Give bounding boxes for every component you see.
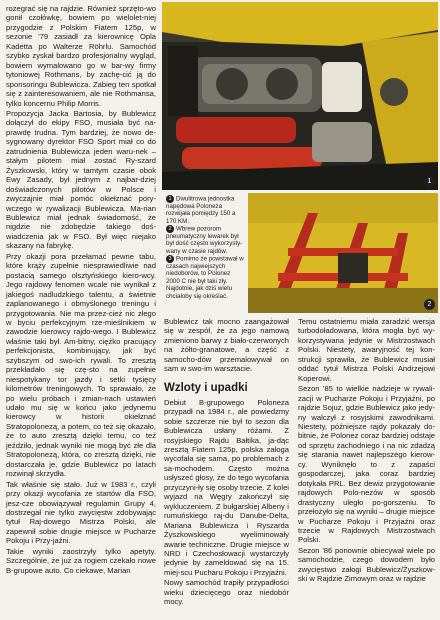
photo-captions <box>162 193 245 313</box>
paragraph: Takie wyniki zaostrzyły tylko apetyty. Szczególnie, że już za rogiem czekało nowe B-grupowe auto. Co ciekawe, Marian <box>6 546 156 575</box>
caption-text: Wbrew pozorom pneumatyczny lewarek był był dość często wykorzysty-wany w czasie rajdów. <box>166 225 243 255</box>
section-heading: Wzloty i upadki <box>164 381 248 394</box>
engine-bay-illustration <box>162 2 438 190</box>
paragraph: Bublewicz tak mocno zaangażował się w zespół, że za jego namową zmieniono barwy z biało-czerwonych na żółto-granatowe, a część z samocho-dów przemalowywał on sam w swo-im warsztacie. <box>164 317 289 374</box>
paragraph: rozegrać się na rajdzie. Również sprzęto-wo gonił czołówkę, bowiem po wielolet-niej przygodzie z Polskim Fiatem 125p, w sezonie '79 zasiadł za kierownicę Opla Kadetta po Walterze Röhrlu. Samochód szybko zyskał bardzo profesjonalny wygląd, bowiem wymalowano go w bar-wy firmy tytoniowej Rothmans, by zachę-cić ją do sponsoringu Bublewicza. Zabieg ten spotkał się z zainteresowaniem, ale nie Rothmansa, tylko koncernu Philip Morris. <box>6 4 156 108</box>
roll-cage-illustration <box>248 193 438 313</box>
article-middle-column <box>164 317 289 607</box>
photo-number-badge: 1 <box>424 176 435 187</box>
article-left-column <box>6 4 156 575</box>
caption-text: Dwulitrowa jednostka napędowa Poloneza rozwijała pomiędzy 150 a 170 KM. <box>166 195 236 225</box>
photo-number-badge: 2 <box>424 299 435 310</box>
caption-3 <box>166 255 244 300</box>
caption-2 <box>166 225 244 255</box>
engine-bay-photo <box>162 2 438 190</box>
paragraph: Sezon '85 to wielkie nadzieje w rywali-zacji w Pucharze Pokoju i Przyjaźni, po rajdzie Sojuz, gdzie Bublewicz jako jedy-ny walczył z rosyjskimi zawodnikami. Niestety, późniejsze rajdy pokazały do-bitnie, że Polonez coraz bardziej odstaje od sprzętu zachodniego i na nic zdadzą się starania nawet najlepszego kierow-cy. Wyniknęło to z zapaści gospodarczej, jaka coraz bardziej dotykała PRL. Bez dewiz przygotowanie rajdowych Polo-nezów w sposób drastyczny uległo po-gorszeniu. To przełożyło się na wyniki – drugie miejsce w Pucharze Pokoju i Przyjaźni oraz trzecie w Rajdowych Mistrzostwach Polski. <box>298 384 435 545</box>
paragraph: Sezon '86 ponownie obiecywał wiele po samochodzie, czego dowodem było zwycięstwo załogi Bublewicz/Żyszkow-ski w Rajdzie Zimowym oraz w rajdzie <box>298 545 435 584</box>
article-right-column <box>298 317 435 584</box>
caption-number: 2 <box>166 225 174 233</box>
caption-number: 1 <box>166 195 174 203</box>
roll-cage-photo <box>248 193 438 313</box>
paragraph: Debiut B-grupowego Poloneza przypadł na 1984 r., ale powiedzmy sobie szczerze nie był to sezon dla Bublewicza usłany różami. Z rosyjskiego Rajdu Bałtika, ja-dąc zresztą Fiatem 125p, polska załoga wycofała się sama, po problemach z sa-mochodem. Często można usłyszeć głosy, że do tego wycofania przyczyni-ły się osoby trzecie. Z kolei wyjazd na Węgry zakończył się wykluczeniem. Z bułgarskiej Albeny i rumuńskiego raj-du Danube-Delta, Mariana Bublewicza i Ryszarda Żyszkowskiego wyeliminowały awarie techniczne. Drugie miejsce w NRD i Czechosłowacji wystarczyły jedynie by zameldować się na 15. miej-scu Pucharu Pokoju i Przyjaźni. <box>164 397 289 577</box>
paragraph: Temu ostatniemu miała zaradzić wersja turbodoładowana, która mogła być wy-korzystywana jedynie w Mistrzostwach Polski. Niestety, awaryjność tej kon-strukcji sprawiła, że Bublewicz musiał oddać tytuł Mistrza Polski Andrzejowi Koperowi. <box>298 317 435 383</box>
paragraph: Nowy samochód trapiły przypadłości wieku dziecięcego oraz niedobór mocy. <box>164 578 289 607</box>
paragraph: Tak właśnie się stało. Już w 1983 r., czyli przy okazji wycofania ze startów dla FSO, jesz-cze obowiązywał regulamin Grupy 4, dostrzegał nie tylko zwycięstw zdobywając tytuł Raj-dowego Mistrza Polski, ale zapewnił sobie drugie miejsce w Pucharze Pokoju i Przy-jaźni. <box>6 479 156 546</box>
caption-number: 3 <box>166 255 174 263</box>
paragraph: Propozycja Jacka Bartosia, by Bublewicz dołączył do ekipy FSO, musiała być na-prawdę trudna. Tym bardziej, że nowo de-sygnowany dyrektor FSO Sport miał co do zatrudnienia Bublewicza jeden waru-nek – stałym pilotem miał zostać Ry-szard Żyszkowski, który w tamtym czasie obok Ewy Zasady, był jednym z najbar-dziej doświadczonych pilotów w Polsce i zwyczajnie miał pomóc okiełznać pory-wczego w rywalizacji Bublewicza. Ma-rian Bublewicz miał jednak świadomość, że nigdzie nie zdobędzie takiego doś-wiadczenia jak w FSO. Był więc niejako skazany na fabrykę. <box>6 108 156 251</box>
caption-text: Pomimo że powstawał w czasach najwiejszych niedoborów, to Polonez 2000 C nie był taki zły. Najdotnie, jak dziś wielu chciałoby się określać. <box>166 255 244 300</box>
caption-1 <box>166 195 244 225</box>
paragraph: Przy okazji pora przełamać pewne tabu, które krąży zupełnie niesprawiedliwie nad postacią samego olsztyńskiego kiero-wcy. Jego rajdowy fenomen wcale nie wynikał z jakiegoś nadludzkiego talentu, a świetnie zaplanowanego i obmyślonego treningu i przygotowania. Nie ma przez-cież nic złego w byciu perfekcyjnym rze-mieślnikiem w zawodzie kierowcy rajdo-wego. I Bublewicz właśnie taki był. Am-bitny, ciężko pracujący perfekcjonista, kombinujący, jak być szybszym od swo-ich rywali. To zresztą przekładało się czę-sto na zupełnie niespotykany tor jazdy i setki tysięcy kilometrów treningowych. To sprawiało, że po wielu próbach i zmian-nach ustawień udało mu się w końcu jako jedynemu kierowcy w historii okiełznać Stratopolonezą, a potem, co też się okazało, że to auto zresztą dzięki temu, co też jeździło, jednak wyniki nie mogą być złe dla Stratopolonezą, która, co zresztą dzięki, nie dostarczała je, gdzie Bublewicz po latach rozwinął skrzydła. <box>6 251 156 479</box>
